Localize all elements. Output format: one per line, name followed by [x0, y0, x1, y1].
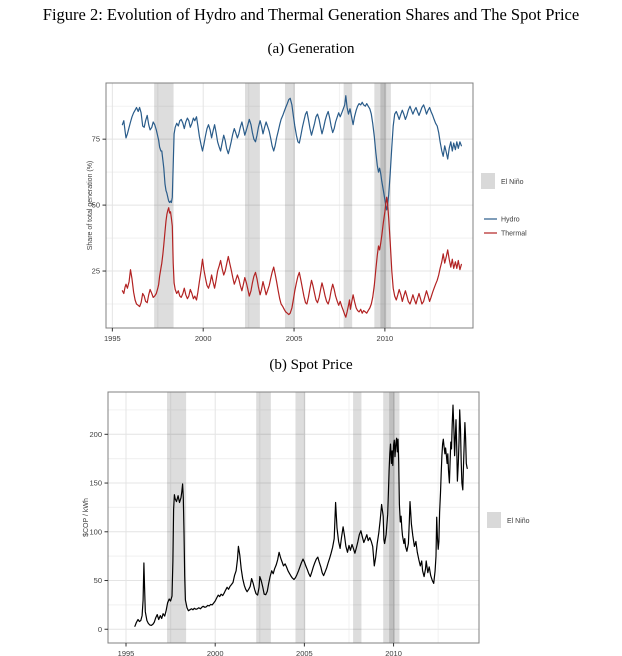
legend-el-nino-label: El Niño: [501, 179, 524, 186]
x-tick-label: 2005: [285, 334, 303, 343]
generation-chart: [0, 68, 622, 350]
legend-el-nino-swatch: [481, 173, 495, 189]
el-nino-band: [295, 392, 305, 643]
y-axis-title: Share of total generation (%): [87, 160, 94, 251]
el-nino-band: [256, 392, 271, 643]
y-tick-label: 50: [91, 200, 100, 210]
x-tick-label: 2005: [296, 649, 313, 656]
y-tick-label: 25: [91, 266, 100, 276]
legend-el-nino-label: El Niño: [507, 518, 530, 525]
el-nino-band: [245, 83, 260, 328]
panel-b-caption: (b) Spot Price: [269, 357, 353, 373]
legend-el-nino-swatch: [487, 512, 501, 528]
el-nino-band: [353, 392, 361, 643]
y-axis-title: $COP / kWh: [83, 498, 90, 537]
x-tick-label: 1995: [104, 334, 121, 343]
legend-hydro-label: Hydro: [501, 216, 520, 224]
x-tick-label: 2010: [376, 334, 394, 343]
x-tick-label: 1995: [117, 649, 135, 656]
legend-thermal-label: Thermal: [501, 230, 527, 238]
figure-title: Figure 2: Evolution of Hydro and Thermal Generation Shares and The Spot Price: [42, 5, 580, 24]
y-tick-label: 75: [91, 134, 100, 144]
el-nino-band: [389, 392, 399, 643]
panel-a-caption: (a) Generation: [267, 41, 355, 57]
x-tick-label: 2000: [206, 649, 224, 656]
el-nino-band: [344, 83, 353, 328]
y-tick-label: 100: [89, 527, 102, 537]
y-tick-label: 0: [97, 624, 102, 634]
spot-price-chart: [0, 383, 622, 656]
y-tick-label: 50: [93, 576, 102, 586]
y-tick-label: 200: [89, 429, 102, 439]
x-tick-label: 2010: [385, 649, 402, 656]
x-tick-label: 2000: [194, 334, 212, 343]
y-tick-label: 150: [89, 478, 102, 488]
